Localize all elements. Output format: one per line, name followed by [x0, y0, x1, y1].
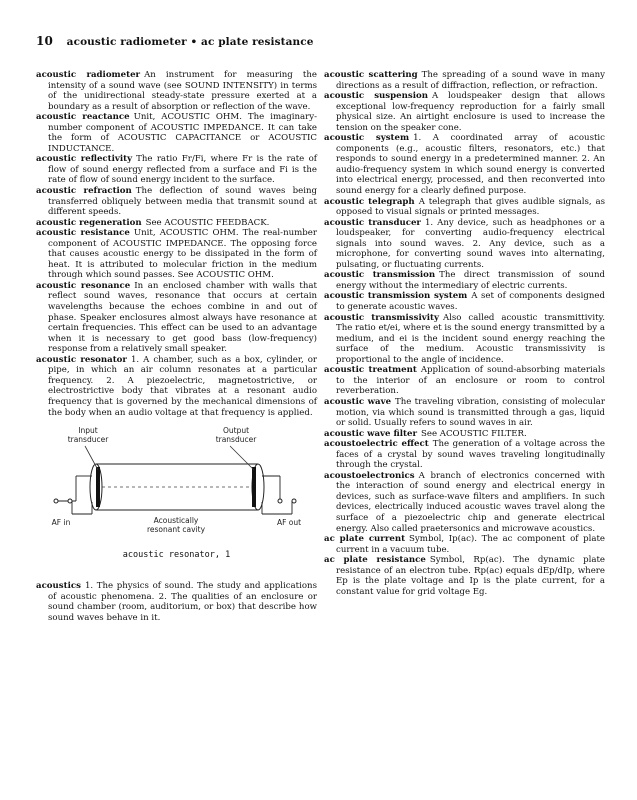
right-column [324, 70, 605, 597]
entry-term: acoustoelectronics [324, 470, 415, 481]
entry-term: acoustic transmission system [324, 291, 468, 302]
left-column [36, 70, 317, 623]
right-entries [324, 70, 605, 597]
entry-definition: 1. The physics of sound. The study and applications of acoustic phenomena. 2. The qualities of an enclosure or sound chamber (room, auditorium, or box) that describe how sound waves behave in it. [48, 581, 317, 623]
entry-term: acoustic telegraph [324, 196, 415, 207]
entry-acoustic-suspension [324, 91, 605, 133]
entry-acoustic-transmission-system [324, 291, 605, 312]
entry-ac-plate-current [324, 534, 605, 555]
entry-acoustic-system [324, 133, 605, 196]
entry-term: ac plate current [324, 534, 406, 545]
entry-term: acoustic resistance [36, 228, 130, 239]
entry-term: acoustic regeneration [36, 217, 142, 228]
entry-term: acoustic reflectivity [36, 154, 133, 165]
entry-definition: See ACOUSTIC FEEDBACK. [145, 217, 270, 228]
entry-acoustic-refraction [36, 186, 317, 218]
entry-acoustic-reactance [36, 112, 317, 154]
entry-acoustic-transducer [324, 218, 605, 271]
header-title: acoustic radiometer • ac plate resistance [66, 36, 314, 48]
entry-acoustoelectric-effect [324, 439, 605, 471]
entry-definition: The spreading of a sound wave in many directions as a result of diffraction, reflection, or refraction. [336, 70, 605, 91]
entry-definition: 1. A coordinated array of acoustic components (e.g., acoustic filters, resonators, etc.) that responds to sound energy in a predetermined manner. 2. An audio-frequency system in which sound energy is converted into electrical energy, processed, and then reconverted into sound energy for a clearly defined purpose. [336, 133, 605, 197]
entry-term: acoustic transmissivity [324, 312, 439, 323]
entry-definition: An instrument for measuring the intensity of a sound wave (see SOUND INTENSITY) in terms of the unidirectional steady-state pressure exerted at a boundary as a result of absorption or reflection of the wave. [48, 70, 317, 112]
entry-acoustic-wave-filter [324, 429, 605, 440]
entry-term: acoustic resonance [36, 280, 131, 291]
entry-definition: Unit, ACOUSTIC OHM. The imaginary-number component of ACOUSTIC IMPEDANCE. It can take the form of ACOUSTIC CAPACITANCE or ACOUSTIC INDUCTANCE. [48, 112, 317, 154]
entry-term: acoustoelectric effect [324, 439, 429, 450]
entry-term: acoustic transducer [324, 217, 421, 228]
entry-term: acoustic radiometer [36, 70, 141, 80]
entry-definition: Symbol, Rp(ac). The dynamic plate resistance of an electron tube. Rp(ac) equals dEp/dIp, where Ep is the plate voltage and Ip is the plate current, for a constant value for grid voltage Eg. [336, 555, 605, 597]
entry-term: acoustic transmission [324, 270, 436, 281]
entry-definition: 1. A chamber, such as a box, cylinder, or pipe, in which an air column resonates at a particular frequency. 2. A piezoelectric, magnetostrictive, or electrostrictive body that vibrates at a resonant audio frequency that is governed by the mechanical dimensions of the body when an audio voltage at that frequency is applied. [48, 354, 317, 418]
entry-term: acoustic wave filter [324, 428, 417, 439]
entry-definition: The generation of a voltage across the faces of a crystal by sound waves traveling longitudinally through the crystal. [336, 439, 606, 471]
input-leader [85, 446, 98, 470]
entry-acoustic-resonator [36, 355, 317, 418]
entry-definition: The deflection of sound waves being transferred obliquely between media that transmit sound at different speeds. [48, 186, 317, 218]
entry-definition: A loudspeaker design that allows exceptional low-frequency reproduction for a fairly small physical size. An airtight enclosure is used to increase the tension on the speaker cone. [336, 91, 605, 133]
entry-term: acoustic scattering [324, 70, 418, 80]
af-in-terminal-a [54, 499, 58, 503]
entry-definition: Unit, ACOUSTIC OHM. The real-number component of ACOUSTIC IMPEDANCE. The opposing force that causes acoustic energy to be dissipated in the form of heat. It is attributed to molecular friction in the medium through which sound passes. See ACOUSTIC OHM. [48, 228, 317, 281]
entry-acoustic-telegraph [324, 197, 605, 218]
page-number: 10 [36, 34, 53, 48]
cavity-label: Acoustically resonant cavity [146, 516, 206, 535]
entry-acoustic-regeneration [36, 218, 317, 229]
entry-term: acoustic resonator [36, 354, 127, 365]
entry-acoustic-scattering [324, 70, 605, 91]
entry-acoustic-wave [324, 397, 605, 429]
running-header [36, 34, 314, 48]
entry-acoustics [36, 581, 317, 623]
entry-definition: A telegraph that gives audible signals, as opposed to visual signals or printed messages. [336, 196, 606, 218]
entry-definition: A branch of electronics concerned with the interaction of sound energy and electrical energy in devices, such as surface-wave filters and amplifiers. In such devices, electrically induced acoustic waves travel along the surface of a piezoelectric chip and generate electrical energy. Also called praetersonics and microwave acoustics. [336, 470, 605, 534]
af-out-terminal-a [278, 499, 282, 503]
af-out-label: AF out [276, 518, 302, 528]
entry-definition: 1. Any device, such as headphones or a loudspeaker, for converting audio-frequency electrical signals into sound waves. 2. Any device, such as a microphone, for converting sound waves into alternating, pulsating, or fluctuating currents. [336, 217, 605, 270]
entry-definition: Symbol, Ip(ac). The ac component of plate current in a vacuum tube. [336, 534, 605, 555]
left-after-figure-entries [36, 581, 317, 623]
entry-acoustic-resistance [36, 228, 317, 281]
entry-definition: The traveling vibration, consisting of molecular motion, via which sound is transmitted through a gas, liquid or solid. Usually refers to sound waves in air. [336, 396, 605, 429]
output-transducer-face [252, 467, 256, 507]
entry-term: ac plate resistance [324, 555, 426, 566]
entry-acoustic-reflectivity [36, 154, 317, 186]
entry-definition: In an enclosed chamber with walls that reflect sound waves, resonance that occurs at certain wavelengths because the echoes combine in and out of phase. Speaker enclosures almost always have resonance at certain frequencies. This effect can be used to an advantage when it is necessary to get good bass (low-frequency) response from a relatively small speaker. [48, 280, 317, 355]
figure-caption: acoustic resonator, 1 [122, 550, 231, 561]
entry-acoustic-resonance [36, 281, 317, 355]
entry-acoustoelectronics [324, 471, 605, 534]
entry-definition: Also called acoustic transmittivity. The ratio et/ei, where et is the sound energy transmitted by a medium, and ei is the incident sound energy reaching the surface of the medium. Acoustic transmissivity is proportional to the angle of incidence. [336, 312, 605, 365]
entry-definition: Application of sound-absorbing materials to the interior of an enclosure or room to control reverberation. [336, 365, 605, 397]
af-in-label: AF in [51, 518, 71, 528]
entry-definition: The direct transmission of sound energy without the intermediary of electric currents. [336, 270, 605, 291]
entry-term: acoustics [36, 581, 81, 592]
entry-term: acoustic refraction [36, 186, 132, 197]
entry-acoustic-transmission [324, 270, 605, 291]
entry-definition: See ACOUSTIC FILTER. [420, 428, 527, 439]
entry-term: acoustic suspension [324, 91, 428, 102]
entry-acoustic-radiometer [36, 70, 317, 112]
entry-term: acoustic reactance [36, 112, 130, 123]
entry-definition: The ratio Fr/Fi, where Fr is the rate of flow of sound energy reflected from a surface and Fi is the rate of flow of sound energy incident to the surface. [48, 154, 317, 186]
entry-acoustic-transmissivity [324, 313, 605, 366]
input-transducer-face [96, 467, 100, 507]
entry-term: acoustic wave [324, 396, 392, 407]
af-in-terminal-b [68, 499, 72, 503]
entry-term: acoustic system [324, 133, 410, 144]
output-transducer-label: Output transducer [215, 426, 257, 445]
input-transducer-label: Input transducer [67, 426, 109, 445]
output-leader [230, 446, 254, 470]
entry-definition: A set of components designed to generate acoustic waves. [336, 291, 606, 313]
acoustic-resonator-figure [36, 426, 317, 572]
left-entries [36, 70, 317, 418]
af-out-terminal-b [292, 499, 296, 503]
entry-ac-plate-resistance [324, 555, 605, 597]
entry-acoustic-treatment [324, 365, 605, 397]
entry-term: acoustic treatment [324, 365, 417, 376]
